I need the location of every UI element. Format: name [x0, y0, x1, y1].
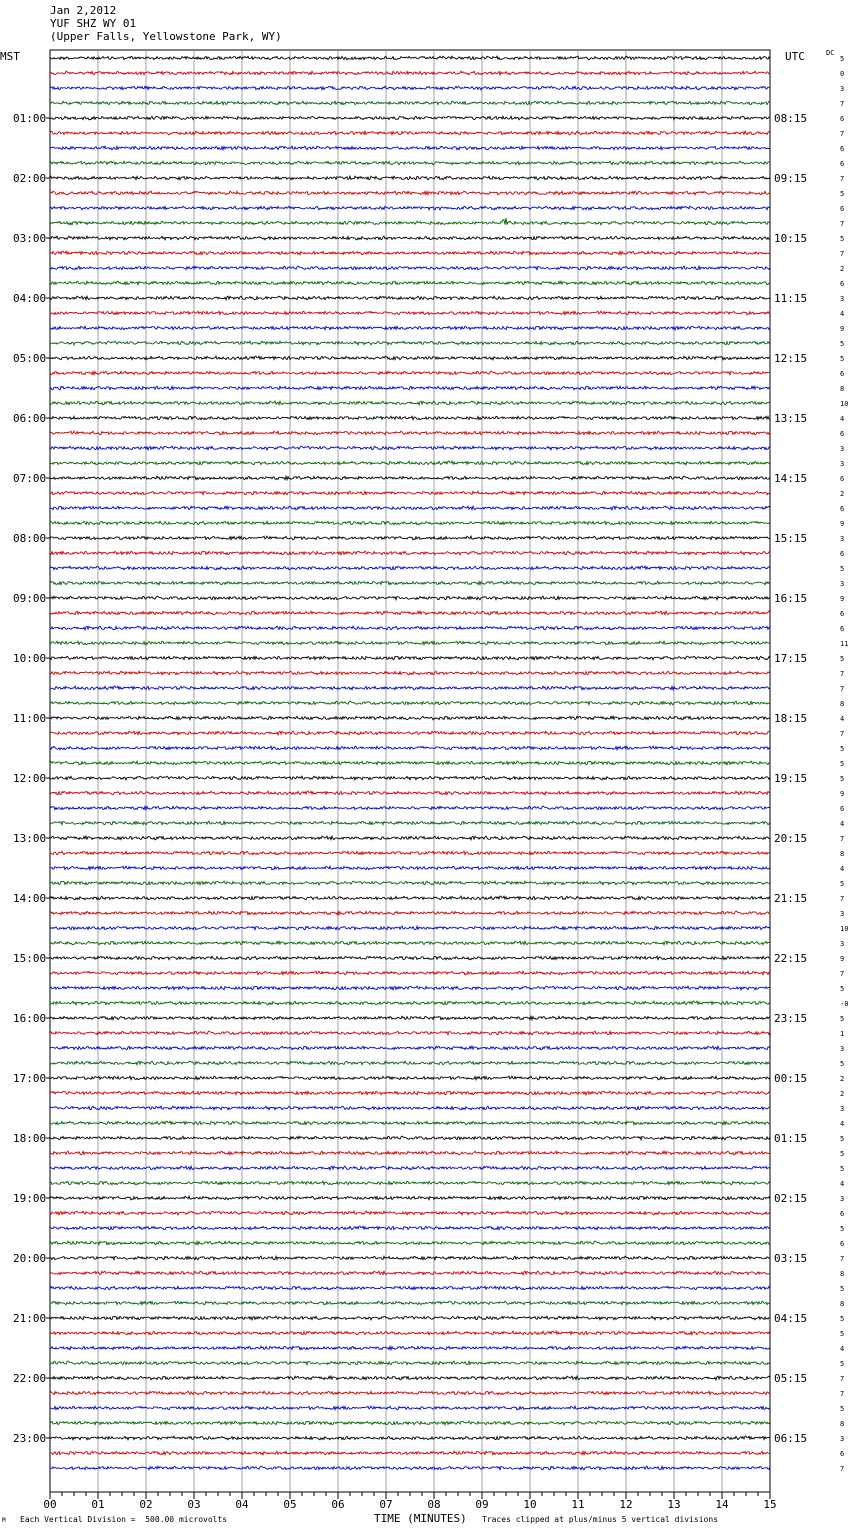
trace-line	[50, 641, 770, 645]
right-hour-label: 19:15	[774, 772, 808, 785]
trace-line	[50, 731, 770, 735]
left-timezone-label: MST	[0, 50, 20, 63]
right-hour-label: 02:15	[774, 1192, 808, 1205]
trace-line	[50, 626, 770, 630]
trace-line	[50, 1286, 770, 1290]
trace-line	[50, 806, 770, 810]
footer-mark: M	[2, 1517, 6, 1524]
left-hour-label: 11:00	[13, 712, 47, 725]
trace-line	[50, 1451, 770, 1455]
dc-value: 7	[840, 835, 845, 843]
x-tick-label: 04	[235, 1498, 249, 1511]
right-hour-label: 21:15	[774, 892, 808, 905]
dc-value: 4	[840, 310, 845, 318]
trace-line	[50, 1361, 770, 1365]
left-hour-label: 19:00	[13, 1192, 47, 1205]
trace-line	[50, 491, 770, 495]
trace-line	[50, 596, 770, 600]
right-hour-label: 22:15	[774, 952, 808, 965]
dc-value: 4	[840, 415, 845, 423]
dc-value: 6	[840, 1210, 845, 1218]
trace-line	[50, 1436, 770, 1440]
trace-line	[50, 1016, 770, 1020]
dc-value: 5	[840, 235, 845, 243]
dc-value: 5	[840, 1135, 845, 1143]
dc-value: 5	[840, 340, 845, 348]
dc-value: 4	[840, 865, 845, 873]
trace-line	[50, 1076, 770, 1080]
trace-line	[50, 476, 770, 480]
trace-line	[50, 191, 770, 195]
right-hour-label: 09:15	[774, 172, 808, 185]
trace-line	[50, 1466, 770, 1470]
left-hour-label: 10:00	[13, 652, 47, 665]
dc-value: 7	[840, 895, 845, 903]
right-hour-label: 15:15	[774, 532, 808, 545]
trace-line	[50, 1151, 770, 1155]
dc-value: 4	[840, 1345, 845, 1353]
left-hour-label: 05:00	[13, 352, 47, 365]
right-hour-label: 20:15	[774, 832, 808, 845]
dc-value: 6	[840, 1450, 845, 1458]
trace-line	[50, 1046, 770, 1050]
dc-value: 6	[840, 610, 845, 618]
dc-value: 6	[840, 205, 845, 213]
left-hour-label: 16:00	[13, 1012, 47, 1025]
dc-value: 7	[840, 970, 845, 978]
trace-line	[50, 251, 770, 255]
trace-line	[50, 521, 770, 525]
trace-line	[50, 971, 770, 975]
trace-line	[50, 941, 770, 945]
dc-value: 5	[840, 985, 845, 993]
trace-line	[50, 1196, 770, 1200]
trace-line	[50, 1301, 770, 1305]
dc-value: 8	[840, 1300, 845, 1308]
dc-value: 2	[840, 1090, 845, 1098]
trace-line	[50, 401, 770, 405]
left-hour-label: 23:00	[13, 1432, 47, 1445]
trace-line	[50, 218, 770, 225]
dc-value: 7	[840, 100, 845, 108]
dc-value: 4	[840, 1180, 845, 1188]
trace-line	[50, 1241, 770, 1245]
dc-value: 5	[840, 1405, 845, 1413]
dc-value: 6	[840, 805, 845, 813]
dc-value: 2	[840, 265, 845, 273]
trace-line	[50, 161, 770, 165]
dc-value: 3	[840, 295, 845, 303]
trace-line	[50, 1091, 770, 1095]
dc-value: 3	[840, 580, 845, 588]
trace-line	[50, 746, 770, 750]
dc-value: 5	[840, 1285, 845, 1293]
vertical-division-note: Each Vertical Division = 500.00 microvolts	[20, 1515, 228, 1524]
left-hour-label: 07:00	[13, 472, 47, 485]
left-hour-label: 14:00	[13, 892, 47, 905]
trace-line	[50, 1406, 770, 1410]
left-hour-label: 08:00	[13, 532, 47, 545]
dc-value: 5	[840, 1150, 845, 1158]
trace-line	[50, 866, 770, 870]
dc-value: 3	[840, 940, 845, 948]
trace-line	[50, 86, 770, 90]
trace-line	[50, 1256, 770, 1260]
dc-value: 8	[840, 1420, 845, 1428]
x-tick-label: 14	[715, 1498, 729, 1511]
dc-value: 5	[840, 1165, 845, 1173]
plot-frame	[50, 50, 770, 1492]
dc-value: 3	[840, 1435, 845, 1443]
dc-value: 5	[840, 1015, 845, 1023]
right-hour-label: 17:15	[774, 652, 808, 665]
right-hour-label: 13:15	[774, 412, 808, 425]
trace-line	[50, 926, 770, 930]
dc-value: 3	[840, 445, 845, 453]
dc-value: 3	[840, 1045, 845, 1053]
dc-value: 3	[840, 1105, 845, 1113]
dc-value: 6	[840, 505, 845, 513]
dc-value: 6	[840, 370, 845, 378]
x-axis-title: TIME (MINUTES)	[374, 1512, 467, 1525]
dc-value: 7	[840, 730, 845, 738]
trace-line	[50, 206, 770, 210]
trace-line	[50, 551, 770, 555]
left-hour-label: 13:00	[13, 832, 47, 845]
trace-line	[50, 836, 770, 840]
dc-value: 5	[840, 1360, 845, 1368]
trace-line	[50, 1376, 770, 1380]
trace-line	[50, 1331, 770, 1335]
trace-line	[50, 791, 770, 795]
dc-value: 10	[840, 925, 849, 933]
dc-value: 5	[840, 655, 845, 663]
dc-value: 7	[840, 175, 845, 183]
right-hour-label: 10:15	[774, 232, 808, 245]
dc-value: 5	[840, 880, 845, 888]
dc-value: 2	[840, 490, 845, 498]
dc-value: 7	[840, 1465, 845, 1473]
trace-line	[50, 416, 770, 420]
right-hour-label: 11:15	[774, 292, 808, 305]
trace-line	[50, 761, 770, 765]
trace-line	[50, 671, 770, 675]
right-timezone-label: UTC	[785, 50, 805, 63]
dc-value: 5	[840, 775, 845, 783]
dc-value: 7	[840, 130, 845, 138]
x-tick-label: 03	[187, 1498, 201, 1511]
dc-value: 5	[840, 565, 845, 573]
dc-value: 4	[840, 820, 845, 828]
trace-line	[50, 1271, 770, 1275]
x-tick-label: 00	[43, 1498, 57, 1511]
dc-value: 5	[840, 55, 845, 63]
left-hour-label: 21:00	[13, 1312, 47, 1325]
dc-label: DC	[826, 49, 835, 57]
x-tick-label: 07	[379, 1498, 393, 1511]
dc-value: 1	[840, 1030, 845, 1038]
dc-value: 6	[840, 625, 845, 633]
clipping-note: Traces clipped at plus/minus 5 vertical divisions	[482, 1515, 719, 1524]
dc-value: 8	[840, 1270, 845, 1278]
trace-line	[50, 581, 770, 585]
dc-value: 7	[840, 250, 845, 258]
dc-value: 6	[840, 115, 845, 123]
trace-line	[50, 326, 770, 330]
trace-line	[50, 266, 770, 270]
dc-value: 5	[840, 1330, 845, 1338]
trace-line	[50, 776, 770, 780]
trace-line	[50, 566, 770, 570]
trace-line	[50, 986, 770, 990]
dc-value: 6	[840, 1240, 845, 1248]
trace-line	[50, 1391, 770, 1395]
right-hour-label: 04:15	[774, 1312, 808, 1325]
right-hour-label: 03:15	[774, 1252, 808, 1265]
trace-line	[50, 236, 770, 240]
trace-line	[50, 71, 770, 75]
dc-value: 11	[840, 640, 849, 648]
trace-line	[50, 1166, 770, 1170]
dc-value: 7	[840, 1390, 845, 1398]
trace-line	[50, 656, 770, 660]
trace-line	[50, 461, 770, 465]
x-tick-label: 15	[763, 1498, 777, 1511]
left-hour-label: 04:00	[13, 292, 47, 305]
x-tick-label: 11	[571, 1498, 585, 1511]
dc-value: 7	[840, 1375, 845, 1383]
dc-value: 6	[840, 475, 845, 483]
trace-line	[50, 341, 770, 345]
left-hour-label: 01:00	[13, 112, 47, 125]
station-location: (Upper Falls, Yellowstone Park, WY)	[50, 30, 282, 43]
trace-line	[50, 1316, 770, 1320]
trace-line	[50, 101, 770, 105]
trace-line	[50, 686, 770, 690]
left-hour-label: 06:00	[13, 412, 47, 425]
dc-value: 8	[840, 850, 845, 858]
dc-value: -0	[840, 1000, 849, 1008]
trace-line	[50, 1136, 770, 1140]
trace-line	[50, 446, 770, 450]
right-hour-label: 00:15	[774, 1072, 808, 1085]
dc-value: 8	[840, 700, 845, 708]
trace-line	[50, 536, 770, 540]
dc-value: 5	[840, 190, 845, 198]
right-hour-label: 12:15	[774, 352, 808, 365]
dc-value: 9	[840, 790, 845, 798]
trace-line	[50, 956, 770, 960]
x-tick-label: 05	[283, 1498, 297, 1511]
trace-line	[50, 896, 770, 900]
right-hour-label: 14:15	[774, 472, 808, 485]
trace-line	[50, 131, 770, 135]
dc-value: 5	[840, 1225, 845, 1233]
right-hour-label: 23:15	[774, 1012, 808, 1025]
x-tick-label: 02	[139, 1498, 153, 1511]
dc-value: 3	[840, 1195, 845, 1203]
left-hour-label: 02:00	[13, 172, 47, 185]
dc-value: 6	[840, 145, 845, 153]
station-code: YUF SHZ WY 01	[50, 17, 137, 30]
dc-value: 3	[840, 85, 845, 93]
x-tick-label: 06	[331, 1498, 345, 1511]
dc-value: 7	[840, 685, 845, 693]
left-hour-label: 09:00	[13, 592, 47, 605]
trace-line	[50, 386, 770, 390]
dc-value: 9	[840, 325, 845, 333]
dc-value: 2	[840, 1075, 845, 1083]
trace-line	[50, 176, 770, 180]
left-hour-label: 22:00	[13, 1372, 47, 1385]
dc-value: 7	[840, 220, 845, 228]
right-hour-label: 16:15	[774, 592, 808, 605]
left-hour-label: 20:00	[13, 1252, 47, 1265]
left-hour-label: 18:00	[13, 1132, 47, 1145]
dc-value: 9	[840, 955, 845, 963]
right-hour-label: 06:15	[774, 1432, 808, 1445]
right-hour-label: 05:15	[774, 1372, 808, 1385]
left-hour-label: 03:00	[13, 232, 47, 245]
dc-value: 10	[840, 400, 849, 408]
trace-line	[50, 1226, 770, 1230]
right-hour-label: 18:15	[774, 712, 808, 725]
x-tick-label: 08	[427, 1498, 441, 1511]
trace-line	[50, 281, 770, 285]
trace-line	[50, 1001, 770, 1005]
dc-value: 5	[840, 1315, 845, 1323]
trace-line	[50, 1181, 770, 1185]
dc-value: 6	[840, 160, 845, 168]
dc-value: 9	[840, 520, 845, 528]
trace-line	[50, 146, 770, 150]
right-hour-label: 01:15	[774, 1132, 808, 1145]
trace-line	[50, 881, 770, 885]
dc-value: 0	[840, 70, 845, 78]
trace-line	[50, 1106, 770, 1110]
x-tick-label: 10	[523, 1498, 537, 1511]
x-tick-label: 12	[619, 1498, 633, 1511]
dc-value: 5	[840, 355, 845, 363]
dc-value: 6	[840, 550, 845, 558]
left-hour-label: 15:00	[13, 952, 47, 965]
left-hour-label: 17:00	[13, 1072, 47, 1085]
trace-line	[50, 311, 770, 315]
dc-value: 9	[840, 595, 845, 603]
left-hour-label: 12:00	[13, 772, 47, 785]
dc-value: 5	[840, 760, 845, 768]
x-tick-label: 01	[91, 1498, 105, 1511]
trace-line	[50, 356, 770, 360]
dc-value: 7	[840, 670, 845, 678]
trace-line	[50, 911, 770, 915]
trace-line	[50, 1346, 770, 1350]
trace-line	[50, 716, 770, 720]
trace-line	[50, 116, 770, 120]
trace-line	[50, 1211, 770, 1215]
trace-line	[50, 1031, 770, 1035]
trace-line	[50, 56, 770, 60]
dc-value: 6	[840, 280, 845, 288]
dc-value: 4	[840, 715, 845, 723]
x-tick-label: 13	[667, 1498, 681, 1511]
chart-date: Jan 2,2012	[50, 4, 117, 17]
dc-value: 4	[840, 1120, 845, 1128]
trace-line	[50, 851, 770, 855]
dc-value: 5	[840, 745, 845, 753]
trace-line	[50, 821, 770, 825]
trace-line	[50, 1061, 770, 1065]
right-hour-label: 08:15	[774, 112, 808, 125]
trace-line	[50, 1421, 770, 1425]
dc-value: 3	[840, 535, 845, 543]
trace-line	[50, 506, 770, 510]
dc-value: 3	[840, 460, 845, 468]
trace-line	[50, 371, 770, 375]
dc-value: 5	[840, 1060, 845, 1068]
trace-line	[50, 611, 770, 615]
trace-line	[50, 701, 770, 705]
trace-line	[50, 431, 770, 435]
dc-value: 8	[840, 385, 845, 393]
trace-line	[50, 1121, 770, 1125]
dc-value: 3	[840, 910, 845, 918]
dc-value: 6	[840, 430, 845, 438]
dc-value: 7	[840, 1255, 845, 1263]
trace-line	[50, 296, 770, 300]
x-tick-label: 09	[475, 1498, 489, 1511]
